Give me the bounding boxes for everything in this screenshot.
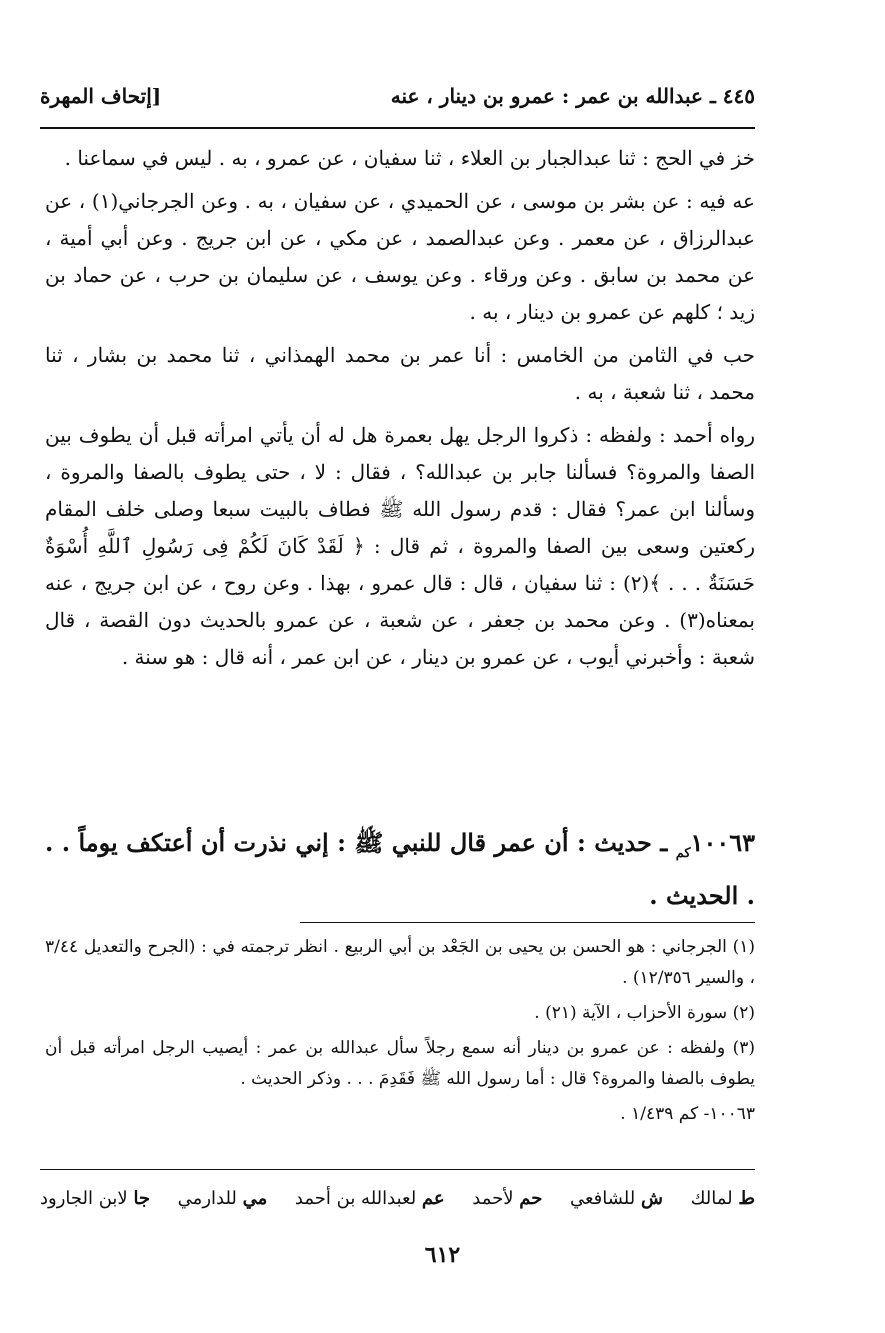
- page-number: ٦١٢: [424, 1242, 461, 1268]
- siglum-malik: ط لمالك: [690, 1187, 755, 1209]
- footnote-2: (٢) سورة الأحزاب ، الآية (٢١) .: [534, 1003, 755, 1023]
- chapter-title: ٤٤٥ ـ عبدالله بن عمر : عمرو بن دينار ، عنه: [390, 84, 755, 108]
- book-title: [إتحاف المهرة: [40, 84, 162, 108]
- footnote-ref: ١٠٠٦٣- كم ١/٤٣٩ .: [620, 1104, 755, 1124]
- siglum-ahmad: حم لأحمد: [472, 1187, 543, 1209]
- siglum-shafii: ش للشافعي: [569, 1187, 663, 1209]
- siglum-jarud: جا لابن الجارود: [40, 1187, 151, 1209]
- sigla-key: [40, 1180, 755, 1216]
- sigla-rule: [40, 1169, 755, 1170]
- siglum-darimi: مي للدارمي: [177, 1187, 268, 1209]
- running-head: [40, 76, 755, 116]
- paragraph-hb: حب في الثامن من الخامس : أنا عمر بن محمد الهمذاني ، ثنا محمد بن بشار ، ثنا محمد ، ثنا شعبة ، به .: [45, 343, 755, 404]
- footnote-rule: [300, 922, 755, 923]
- hadith-entry: [45, 822, 755, 917]
- paragraph-khz: خز في الحج : ثنا عبدالجبار بن العلاء ، ثنا سفيان ، عن عمرو ، به . ليس في سماعنا .: [64, 146, 755, 170]
- header-rule: [40, 127, 755, 129]
- paragraph-ah: عه فيه : عن بشر بن موسى ، عن الحميدي ، عن سفيان ، به . وعن الجرجاني(١) ، عن عبدالرزاق ، عن معمر . وعن عبدالصمد ، عن مكي ، عن ابن جريج . وعن أبي أمية ، عن محمد بن سابق . وعن ورقاء . وعن يوسف ، عن سليمان بن حرب ، عن حماد بن زيد ؛ كلهم عن عمرو بن دينار ، به .: [45, 189, 755, 324]
- hadith-siglum: كم: [675, 845, 691, 861]
- footnotes: [45, 932, 755, 1134]
- hadith-number: ١٠٠٦٣: [690, 828, 755, 857]
- paragraph-ahmad: رواه أحمد : ولفظه : ذكروا الرجل يهل بعمرة هل له أن يأتي امرأته قبل أن يطوف بين الصفا والمروة؟ فسألنا جابر بن عبدالله؟ ، فقال : لا ، حتى يطوف بالصفا والمروة ، وسألنا ابن عمر؟ فقال : قدم رسول الله ﷺ فطاف بالبيت سبعا وصلى خلف المقام ركعتين وسعى بين الصفا والمروة ، ثم قال : ﴿ لَقَدْ كَانَ لَكُمْ فِى رَسُولِ ٱللَّهِ أُسْوَةٌ حَسَنَةٌ . . . ﴾(٢) : ثنا سفيان ، قال : قال عمرو ، بهذا . وعن روح ، عن ابن جريج ، عنه بمعناه(٣) . وعن محمد بن جعفر ، عن شعبة ، عن عمرو بالحديث دون القصة ، قال شعبة : وأخبرني أيوب ، عن عمرو بن دينار ، عن ابن عمر ، أنه قال : هو سنة .: [45, 423, 755, 669]
- footnote-1: (١) الجرجاني : هو الحسن بن يحيى بن الجَعْد بن أبي الربيع . انظر ترجمته في : (الجرح والتعديل ٣/٤٤ ، والسير ١٢/٣٥٦) .: [45, 937, 755, 988]
- hadith-text: ـ حديث : أن عمر قال للنبي ﷺ : إني نذرت أن أعتكف يوماً . . . الحديث .: [45, 828, 755, 910]
- main-text: [45, 140, 755, 682]
- siglum-abdullah: عم لعبدالله بن أحمد: [294, 1187, 445, 1209]
- footnote-3: (٣) ولفظه : عن عمرو بن دينار أنه سمع رجلاً سأل عبدالله بن عمر : أيصيب الرجل امرأته قبل أن يطوف بالصفا والمروة؟ قال : أما رسول الله ﷺ فَقَدِمَ . . . وذكر الحديث .: [45, 1038, 755, 1089]
